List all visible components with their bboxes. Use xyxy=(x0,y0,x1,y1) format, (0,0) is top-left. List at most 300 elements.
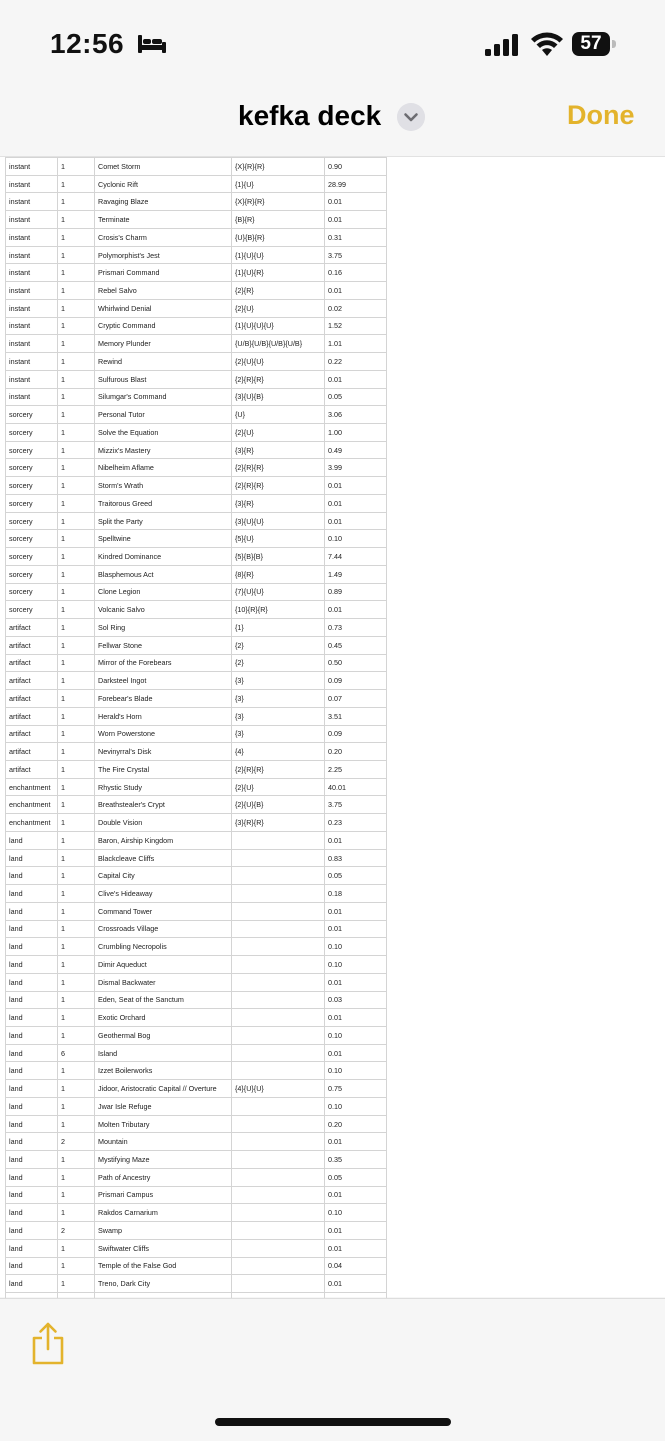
card-type-cell[interactable]: sorcery xyxy=(6,494,58,512)
card-type-cell[interactable]: instant xyxy=(6,211,58,229)
card-name-cell[interactable]: Prismari Campus xyxy=(95,1186,232,1204)
quantity-cell[interactable]: 1 xyxy=(58,370,95,388)
card-name-cell[interactable]: Izzet Boilerworks xyxy=(95,1062,232,1080)
quantity-cell[interactable]: 1 xyxy=(58,246,95,264)
card-name-cell[interactable]: Clone Legion xyxy=(95,583,232,601)
card-name-cell[interactable]: Cyclonic Rift xyxy=(95,175,232,193)
quantity-cell[interactable]: 6 xyxy=(58,1044,95,1062)
card-name-cell[interactable]: Crosis's Charm xyxy=(95,228,232,246)
price-cell[interactable]: 0.22 xyxy=(325,353,387,371)
card-name-cell[interactable]: Traitorous Greed xyxy=(95,494,232,512)
card-name-cell[interactable]: Comet Storm xyxy=(95,158,232,176)
price-cell[interactable]: 0.01 xyxy=(325,494,387,512)
card-type-cell[interactable]: instant xyxy=(6,246,58,264)
mana-cost-cell[interactable]: {1}{U}{R} xyxy=(232,264,325,282)
quantity-cell[interactable]: 1 xyxy=(58,512,95,530)
card-name-cell[interactable]: Crumbling Necropolis xyxy=(95,938,232,956)
quantity-cell[interactable]: 1 xyxy=(58,583,95,601)
quantity-cell[interactable]: 1 xyxy=(58,867,95,885)
mana-cost-cell[interactable] xyxy=(232,1168,325,1186)
quantity-cell[interactable]: 1 xyxy=(58,619,95,637)
mana-cost-cell[interactable]: {B}{R} xyxy=(232,211,325,229)
card-type-cell[interactable]: land xyxy=(6,1186,58,1204)
card-type-cell[interactable]: land xyxy=(6,1062,58,1080)
quantity-cell[interactable]: 1 xyxy=(58,1026,95,1044)
card-name-cell[interactable]: Mirror of the Forebears xyxy=(95,654,232,672)
mana-cost-cell[interactable]: {2}{U}{U} xyxy=(232,353,325,371)
quantity-cell[interactable]: 1 xyxy=(58,1204,95,1222)
card-name-cell[interactable]: Jidoor, Aristocratic Capital // Overture xyxy=(95,1080,232,1098)
quantity-cell[interactable]: 1 xyxy=(58,885,95,903)
quantity-cell[interactable]: 1 xyxy=(58,299,95,317)
quantity-cell[interactable]: 1 xyxy=(58,1168,95,1186)
card-type-cell[interactable]: artifact xyxy=(6,690,58,708)
mana-cost-cell[interactable] xyxy=(232,920,325,938)
card-name-cell[interactable]: Solve the Equation xyxy=(95,424,232,442)
mana-cost-cell[interactable] xyxy=(232,902,325,920)
card-type-cell[interactable]: artifact xyxy=(6,654,58,672)
card-name-cell[interactable]: Darksteel Ingot xyxy=(95,672,232,690)
card-type-cell[interactable]: instant xyxy=(6,158,58,176)
card-type-cell[interactable]: sorcery xyxy=(6,565,58,583)
price-cell[interactable]: 0.75 xyxy=(325,1080,387,1098)
card-type-cell[interactable]: land xyxy=(6,1204,58,1222)
card-name-cell[interactable]: Geothermal Bog xyxy=(95,1026,232,1044)
price-cell[interactable]: 0.09 xyxy=(325,672,387,690)
mana-cost-cell[interactable] xyxy=(232,1062,325,1080)
price-cell[interactable]: 0.45 xyxy=(325,636,387,654)
quantity-cell[interactable]: 1 xyxy=(58,690,95,708)
mana-cost-cell[interactable] xyxy=(232,1009,325,1027)
card-type-cell[interactable]: artifact xyxy=(6,707,58,725)
quantity-cell[interactable]: 1 xyxy=(58,938,95,956)
done-button[interactable]: Done xyxy=(567,100,635,130)
card-type-cell[interactable]: instant xyxy=(6,335,58,353)
card-type-cell[interactable]: instant xyxy=(6,193,58,211)
card-name-cell[interactable]: Nibelheim Aflame xyxy=(95,459,232,477)
quantity-cell[interactable]: 1 xyxy=(58,707,95,725)
card-name-cell[interactable]: Whirlwind Denial xyxy=(95,299,232,317)
quantity-cell[interactable]: 1 xyxy=(58,973,95,991)
price-cell[interactable]: 0.16 xyxy=(325,264,387,282)
price-cell[interactable]: 0.20 xyxy=(325,743,387,761)
price-cell[interactable]: 0.01 xyxy=(325,477,387,495)
quantity-cell[interactable]: 1 xyxy=(58,353,95,371)
mana-cost-cell[interactable]: {4}{U}{U} xyxy=(232,1080,325,1098)
quantity-cell[interactable]: 1 xyxy=(58,406,95,424)
price-cell[interactable]: 3.75 xyxy=(325,796,387,814)
mana-cost-cell[interactable]: {2} xyxy=(232,636,325,654)
mana-cost-cell[interactable] xyxy=(232,849,325,867)
mana-cost-cell[interactable]: {2}{R} xyxy=(232,282,325,300)
price-cell[interactable]: 28.99 xyxy=(325,175,387,193)
price-cell[interactable]: 0.02 xyxy=(325,299,387,317)
price-cell[interactable]: 2.25 xyxy=(325,760,387,778)
price-cell[interactable]: 0.90 xyxy=(325,158,387,176)
quantity-cell[interactable]: 1 xyxy=(58,477,95,495)
card-name-cell[interactable]: Split the Party xyxy=(95,512,232,530)
card-type-cell[interactable]: artifact xyxy=(6,672,58,690)
price-cell[interactable]: 0.20 xyxy=(325,1115,387,1133)
quantity-cell[interactable]: 1 xyxy=(58,264,95,282)
mana-cost-cell[interactable] xyxy=(232,956,325,974)
card-type-cell[interactable]: land xyxy=(6,1080,58,1098)
card-name-cell[interactable]: Clive's Hideaway xyxy=(95,885,232,903)
card-type-cell[interactable]: land xyxy=(6,1151,58,1169)
mana-cost-cell[interactable] xyxy=(232,1026,325,1044)
card-type-cell[interactable]: instant xyxy=(6,299,58,317)
card-type-cell[interactable]: land xyxy=(6,902,58,920)
card-name-cell[interactable]: Herald's Horn xyxy=(95,707,232,725)
card-name-cell[interactable]: Rewind xyxy=(95,353,232,371)
mana-cost-cell[interactable]: {4} xyxy=(232,743,325,761)
quantity-cell[interactable]: 1 xyxy=(58,814,95,832)
card-name-cell[interactable]: Prismari Command xyxy=(95,264,232,282)
mana-cost-cell[interactable]: {X}{R}{R} xyxy=(232,193,325,211)
card-type-cell[interactable]: land xyxy=(6,1257,58,1275)
price-cell[interactable]: 0.49 xyxy=(325,441,387,459)
quantity-cell[interactable]: 1 xyxy=(58,424,95,442)
mana-cost-cell[interactable]: {2}{U} xyxy=(232,778,325,796)
card-name-cell[interactable]: Volcanic Salvo xyxy=(95,601,232,619)
card-name-cell[interactable]: Dismal Backwater xyxy=(95,973,232,991)
mana-cost-cell[interactable]: {5}{U} xyxy=(232,530,325,548)
card-type-cell[interactable]: land xyxy=(6,991,58,1009)
quantity-cell[interactable]: 1 xyxy=(58,530,95,548)
card-type-cell[interactable]: sorcery xyxy=(6,530,58,548)
card-name-cell[interactable]: Treno, Dark City xyxy=(95,1275,232,1293)
price-cell[interactable]: 0.10 xyxy=(325,530,387,548)
mana-cost-cell[interactable]: {3} xyxy=(232,690,325,708)
card-type-cell[interactable]: enchantment xyxy=(6,796,58,814)
card-type-cell[interactable]: instant xyxy=(6,175,58,193)
card-type-cell[interactable]: land xyxy=(6,1239,58,1257)
card-type-cell[interactable]: sorcery xyxy=(6,583,58,601)
mana-cost-cell[interactable] xyxy=(232,867,325,885)
card-name-cell[interactable]: Breathstealer's Crypt xyxy=(95,796,232,814)
mana-cost-cell[interactable] xyxy=(232,1257,325,1275)
mana-cost-cell[interactable]: {3}{U}{B} xyxy=(232,388,325,406)
share-icon[interactable] xyxy=(30,1321,66,1365)
mana-cost-cell[interactable]: {3}{R} xyxy=(232,441,325,459)
card-type-cell[interactable]: land xyxy=(6,973,58,991)
mana-cost-cell[interactable]: {1} xyxy=(232,619,325,637)
price-cell[interactable]: 0.01 xyxy=(325,973,387,991)
price-cell[interactable]: 40.01 xyxy=(325,778,387,796)
price-cell[interactable]: 0.01 xyxy=(325,282,387,300)
card-type-cell[interactable]: land xyxy=(6,1097,58,1115)
mana-cost-cell[interactable] xyxy=(232,1151,325,1169)
quantity-cell[interactable]: 1 xyxy=(58,636,95,654)
price-cell[interactable]: 1.52 xyxy=(325,317,387,335)
price-cell[interactable]: 0.07 xyxy=(325,690,387,708)
quantity-cell[interactable]: 1 xyxy=(58,1062,95,1080)
price-cell[interactable]: 0.03 xyxy=(325,991,387,1009)
card-name-cell[interactable]: Jwar Isle Refuge xyxy=(95,1097,232,1115)
card-name-cell[interactable]: Forebear's Blade xyxy=(95,690,232,708)
price-cell[interactable]: 3.06 xyxy=(325,406,387,424)
card-name-cell[interactable]: Swamp xyxy=(95,1222,232,1240)
mana-cost-cell[interactable]: {1}{U} xyxy=(232,175,325,193)
price-cell[interactable]: 0.89 xyxy=(325,583,387,601)
quantity-cell[interactable]: 1 xyxy=(58,1239,95,1257)
quantity-cell[interactable]: 1 xyxy=(58,796,95,814)
mana-cost-cell[interactable]: {U}{B}{R} xyxy=(232,228,325,246)
card-name-cell[interactable]: Storm's Wrath xyxy=(95,477,232,495)
price-cell[interactable]: 0.31 xyxy=(325,228,387,246)
mana-cost-cell[interactable]: {2}{R}{R} xyxy=(232,370,325,388)
price-cell[interactable]: 1.49 xyxy=(325,565,387,583)
price-cell[interactable]: 1.01 xyxy=(325,335,387,353)
mana-cost-cell[interactable] xyxy=(232,1115,325,1133)
price-cell[interactable]: 0.01 xyxy=(325,512,387,530)
mana-cost-cell[interactable] xyxy=(232,1044,325,1062)
card-type-cell[interactable]: instant xyxy=(6,282,58,300)
quantity-cell[interactable]: 2 xyxy=(58,1222,95,1240)
price-cell[interactable]: 0.01 xyxy=(325,831,387,849)
price-cell[interactable]: 0.01 xyxy=(325,1044,387,1062)
quantity-cell[interactable]: 1 xyxy=(58,317,95,335)
quantity-cell[interactable]: 1 xyxy=(58,548,95,566)
card-type-cell[interactable]: land xyxy=(6,1026,58,1044)
price-cell[interactable]: 0.09 xyxy=(325,725,387,743)
card-type-cell[interactable]: land xyxy=(6,1275,58,1293)
quantity-cell[interactable]: 1 xyxy=(58,778,95,796)
card-name-cell[interactable]: Baron, Airship Kingdom xyxy=(95,831,232,849)
card-name-cell[interactable]: Blackcleave Cliffs xyxy=(95,849,232,867)
price-cell[interactable]: 0.01 xyxy=(325,1275,387,1293)
mana-cost-cell[interactable] xyxy=(232,1097,325,1115)
card-type-cell[interactable]: land xyxy=(6,920,58,938)
card-name-cell[interactable]: Mystifying Maze xyxy=(95,1151,232,1169)
card-name-cell[interactable]: Personal Tutor xyxy=(95,406,232,424)
card-type-cell[interactable]: land xyxy=(6,867,58,885)
card-name-cell[interactable]: Crossroads Village xyxy=(95,920,232,938)
card-type-cell[interactable]: artifact xyxy=(6,760,58,778)
price-cell[interactable]: 0.35 xyxy=(325,1151,387,1169)
price-cell[interactable]: 0.01 xyxy=(325,211,387,229)
card-name-cell[interactable]: Sulfurous Blast xyxy=(95,370,232,388)
price-cell[interactable]: 0.01 xyxy=(325,902,387,920)
card-name-cell[interactable]: Kindred Dominance xyxy=(95,548,232,566)
mana-cost-cell[interactable]: {1}{U}{U}{U} xyxy=(232,317,325,335)
quantity-cell[interactable]: 1 xyxy=(58,1186,95,1204)
quantity-cell[interactable]: 1 xyxy=(58,654,95,672)
card-type-cell[interactable]: land xyxy=(6,1133,58,1151)
card-type-cell[interactable]: sorcery xyxy=(6,406,58,424)
card-type-cell[interactable]: land xyxy=(6,1115,58,1133)
card-type-cell[interactable]: sorcery xyxy=(6,477,58,495)
mana-cost-cell[interactable] xyxy=(232,973,325,991)
quantity-cell[interactable]: 1 xyxy=(58,1115,95,1133)
price-cell[interactable]: 0.01 xyxy=(325,370,387,388)
price-cell[interactable]: 0.10 xyxy=(325,938,387,956)
card-name-cell[interactable]: The Fire Crystal xyxy=(95,760,232,778)
price-cell[interactable]: 0.10 xyxy=(325,1204,387,1222)
price-cell[interactable]: 0.01 xyxy=(325,1133,387,1151)
quantity-cell[interactable]: 1 xyxy=(58,831,95,849)
card-name-cell[interactable]: Cryptic Command xyxy=(95,317,232,335)
card-name-cell[interactable]: Silumgar's Command xyxy=(95,388,232,406)
mana-cost-cell[interactable] xyxy=(232,938,325,956)
quantity-cell[interactable]: 1 xyxy=(58,228,95,246)
card-type-cell[interactable]: land xyxy=(6,1044,58,1062)
card-type-cell[interactable]: instant xyxy=(6,317,58,335)
price-cell[interactable]: 0.01 xyxy=(325,1186,387,1204)
price-cell[interactable]: 0.10 xyxy=(325,1026,387,1044)
mana-cost-cell[interactable]: {10}{R}{R} xyxy=(232,601,325,619)
mana-cost-cell[interactable] xyxy=(232,1204,325,1222)
card-type-cell[interactable]: sorcery xyxy=(6,441,58,459)
mana-cost-cell[interactable]: {2}{U}{B} xyxy=(232,796,325,814)
card-name-cell[interactable]: Fellwar Stone xyxy=(95,636,232,654)
mana-cost-cell[interactable] xyxy=(232,831,325,849)
card-type-cell[interactable]: instant xyxy=(6,370,58,388)
card-name-cell[interactable]: Worn Powerstone xyxy=(95,725,232,743)
document-title[interactable]: kefka deck xyxy=(238,100,382,131)
card-name-cell[interactable]: Swiftwater Cliffs xyxy=(95,1239,232,1257)
card-type-cell[interactable]: enchantment xyxy=(6,778,58,796)
quantity-cell[interactable]: 1 xyxy=(58,459,95,477)
price-cell[interactable]: 3.99 xyxy=(325,459,387,477)
mana-cost-cell[interactable]: {U} xyxy=(232,406,325,424)
mana-cost-cell[interactable]: {2}{R}{R} xyxy=(232,459,325,477)
price-cell[interactable]: 0.10 xyxy=(325,956,387,974)
price-cell[interactable]: 1.00 xyxy=(325,424,387,442)
quantity-cell[interactable]: 1 xyxy=(58,991,95,1009)
price-cell[interactable]: 0.01 xyxy=(325,601,387,619)
card-name-cell[interactable]: Exotic Orchard xyxy=(95,1009,232,1027)
card-name-cell[interactable]: Dimir Aqueduct xyxy=(95,956,232,974)
mana-cost-cell[interactable]: {X}{R}{R} xyxy=(232,158,325,176)
card-name-cell[interactable]: Blasphemous Act xyxy=(95,565,232,583)
quantity-cell[interactable]: 1 xyxy=(58,1151,95,1169)
quantity-cell[interactable]: 2 xyxy=(58,1133,95,1151)
card-name-cell[interactable]: Rhystic Study xyxy=(95,778,232,796)
mana-cost-cell[interactable]: {3} xyxy=(232,672,325,690)
mana-cost-cell[interactable] xyxy=(232,1133,325,1151)
card-name-cell[interactable]: Sol Ring xyxy=(95,619,232,637)
card-type-cell[interactable]: sorcery xyxy=(6,548,58,566)
mana-cost-cell[interactable]: {3} xyxy=(232,707,325,725)
card-type-cell[interactable]: artifact xyxy=(6,725,58,743)
price-cell[interactable]: 0.73 xyxy=(325,619,387,637)
mana-cost-cell[interactable] xyxy=(232,1239,325,1257)
quantity-cell[interactable]: 1 xyxy=(58,282,95,300)
price-cell[interactable]: 0.10 xyxy=(325,1097,387,1115)
price-cell[interactable]: 0.18 xyxy=(325,885,387,903)
chevron-down-icon[interactable] xyxy=(397,103,425,131)
card-name-cell[interactable]: Mountain xyxy=(95,1133,232,1151)
price-cell[interactable]: 0.01 xyxy=(325,920,387,938)
card-type-cell[interactable]: artifact xyxy=(6,743,58,761)
card-type-cell[interactable]: land xyxy=(6,1168,58,1186)
quantity-cell[interactable]: 1 xyxy=(58,494,95,512)
quantity-cell[interactable]: 1 xyxy=(58,1257,95,1275)
quantity-cell[interactable]: 1 xyxy=(58,920,95,938)
mana-cost-cell[interactable]: {5}{B}{B} xyxy=(232,548,325,566)
card-type-cell[interactable]: enchantment xyxy=(6,814,58,832)
card-name-cell[interactable]: Rebel Salvo xyxy=(95,282,232,300)
card-type-cell[interactable]: land xyxy=(6,849,58,867)
price-cell[interactable]: 0.01 xyxy=(325,1009,387,1027)
mana-cost-cell[interactable] xyxy=(232,1186,325,1204)
quantity-cell[interactable]: 1 xyxy=(58,211,95,229)
quantity-cell[interactable]: 1 xyxy=(58,441,95,459)
card-type-cell[interactable]: sorcery xyxy=(6,459,58,477)
quantity-cell[interactable]: 1 xyxy=(58,760,95,778)
price-cell[interactable]: 0.04 xyxy=(325,1257,387,1275)
card-type-cell[interactable]: instant xyxy=(6,353,58,371)
card-name-cell[interactable]: Temple of the False God xyxy=(95,1257,232,1275)
mana-cost-cell[interactable]: {2}{U} xyxy=(232,299,325,317)
quantity-cell[interactable]: 1 xyxy=(58,335,95,353)
quantity-cell[interactable]: 1 xyxy=(58,1009,95,1027)
price-cell[interactable]: 3.75 xyxy=(325,246,387,264)
card-name-cell[interactable]: Memory Plunder xyxy=(95,335,232,353)
card-name-cell[interactable]: Double Vision xyxy=(95,814,232,832)
quantity-cell[interactable]: 1 xyxy=(58,1080,95,1098)
card-type-cell[interactable]: land xyxy=(6,885,58,903)
mana-cost-cell[interactable]: {2}{R}{R} xyxy=(232,477,325,495)
card-type-cell[interactable]: land xyxy=(6,1009,58,1027)
card-type-cell[interactable]: sorcery xyxy=(6,424,58,442)
card-name-cell[interactable]: Path of Ancestry xyxy=(95,1168,232,1186)
card-type-cell[interactable]: artifact xyxy=(6,619,58,637)
card-type-cell[interactable]: artifact xyxy=(6,636,58,654)
mana-cost-cell[interactable]: {1}{U}{U} xyxy=(232,246,325,264)
price-cell[interactable]: 0.23 xyxy=(325,814,387,832)
mana-cost-cell[interactable]: {2}{R}{R} xyxy=(232,760,325,778)
quantity-cell[interactable]: 1 xyxy=(58,1275,95,1293)
price-cell[interactable]: 0.01 xyxy=(325,193,387,211)
spreadsheet-view[interactable] xyxy=(0,157,665,1297)
card-name-cell[interactable]: Spelltwine xyxy=(95,530,232,548)
mana-cost-cell[interactable]: {3}{R}{R} xyxy=(232,814,325,832)
quantity-cell[interactable]: 1 xyxy=(58,175,95,193)
price-cell[interactable]: 0.01 xyxy=(325,1222,387,1240)
price-cell[interactable]: 0.83 xyxy=(325,849,387,867)
quantity-cell[interactable]: 1 xyxy=(58,743,95,761)
mana-cost-cell[interactable]: {3}{R} xyxy=(232,494,325,512)
card-type-cell[interactable]: land xyxy=(6,938,58,956)
card-name-cell[interactable]: Island xyxy=(95,1044,232,1062)
card-name-cell[interactable]: Rakdos Carnarium xyxy=(95,1204,232,1222)
card-name-cell[interactable]: Capital City xyxy=(95,867,232,885)
quantity-cell[interactable]: 1 xyxy=(58,1097,95,1115)
mana-cost-cell[interactable]: {3}{U}{U} xyxy=(232,512,325,530)
quantity-cell[interactable]: 1 xyxy=(58,849,95,867)
quantity-cell[interactable]: 1 xyxy=(58,388,95,406)
card-name-cell[interactable]: Command Tower xyxy=(95,902,232,920)
quantity-cell[interactable]: 1 xyxy=(58,956,95,974)
quantity-cell[interactable]: 1 xyxy=(58,601,95,619)
price-cell[interactable]: 0.05 xyxy=(325,388,387,406)
price-cell[interactable]: 3.51 xyxy=(325,707,387,725)
card-type-cell[interactable]: instant xyxy=(6,228,58,246)
mana-cost-cell[interactable]: {8}{R} xyxy=(232,565,325,583)
quantity-cell[interactable]: 1 xyxy=(58,565,95,583)
card-type-cell[interactable]: instant xyxy=(6,388,58,406)
card-name-cell[interactable]: Nevinyrral's Disk xyxy=(95,743,232,761)
card-name-cell[interactable]: Ravaging Blaze xyxy=(95,193,232,211)
card-type-cell[interactable]: sorcery xyxy=(6,512,58,530)
mana-cost-cell[interactable]: {7}{U}{U} xyxy=(232,583,325,601)
card-type-cell[interactable]: instant xyxy=(6,264,58,282)
card-type-cell[interactable]: land xyxy=(6,1222,58,1240)
mana-cost-cell[interactable]: {3} xyxy=(232,725,325,743)
card-name-cell[interactable]: Eden, Seat of the Sanctum xyxy=(95,991,232,1009)
